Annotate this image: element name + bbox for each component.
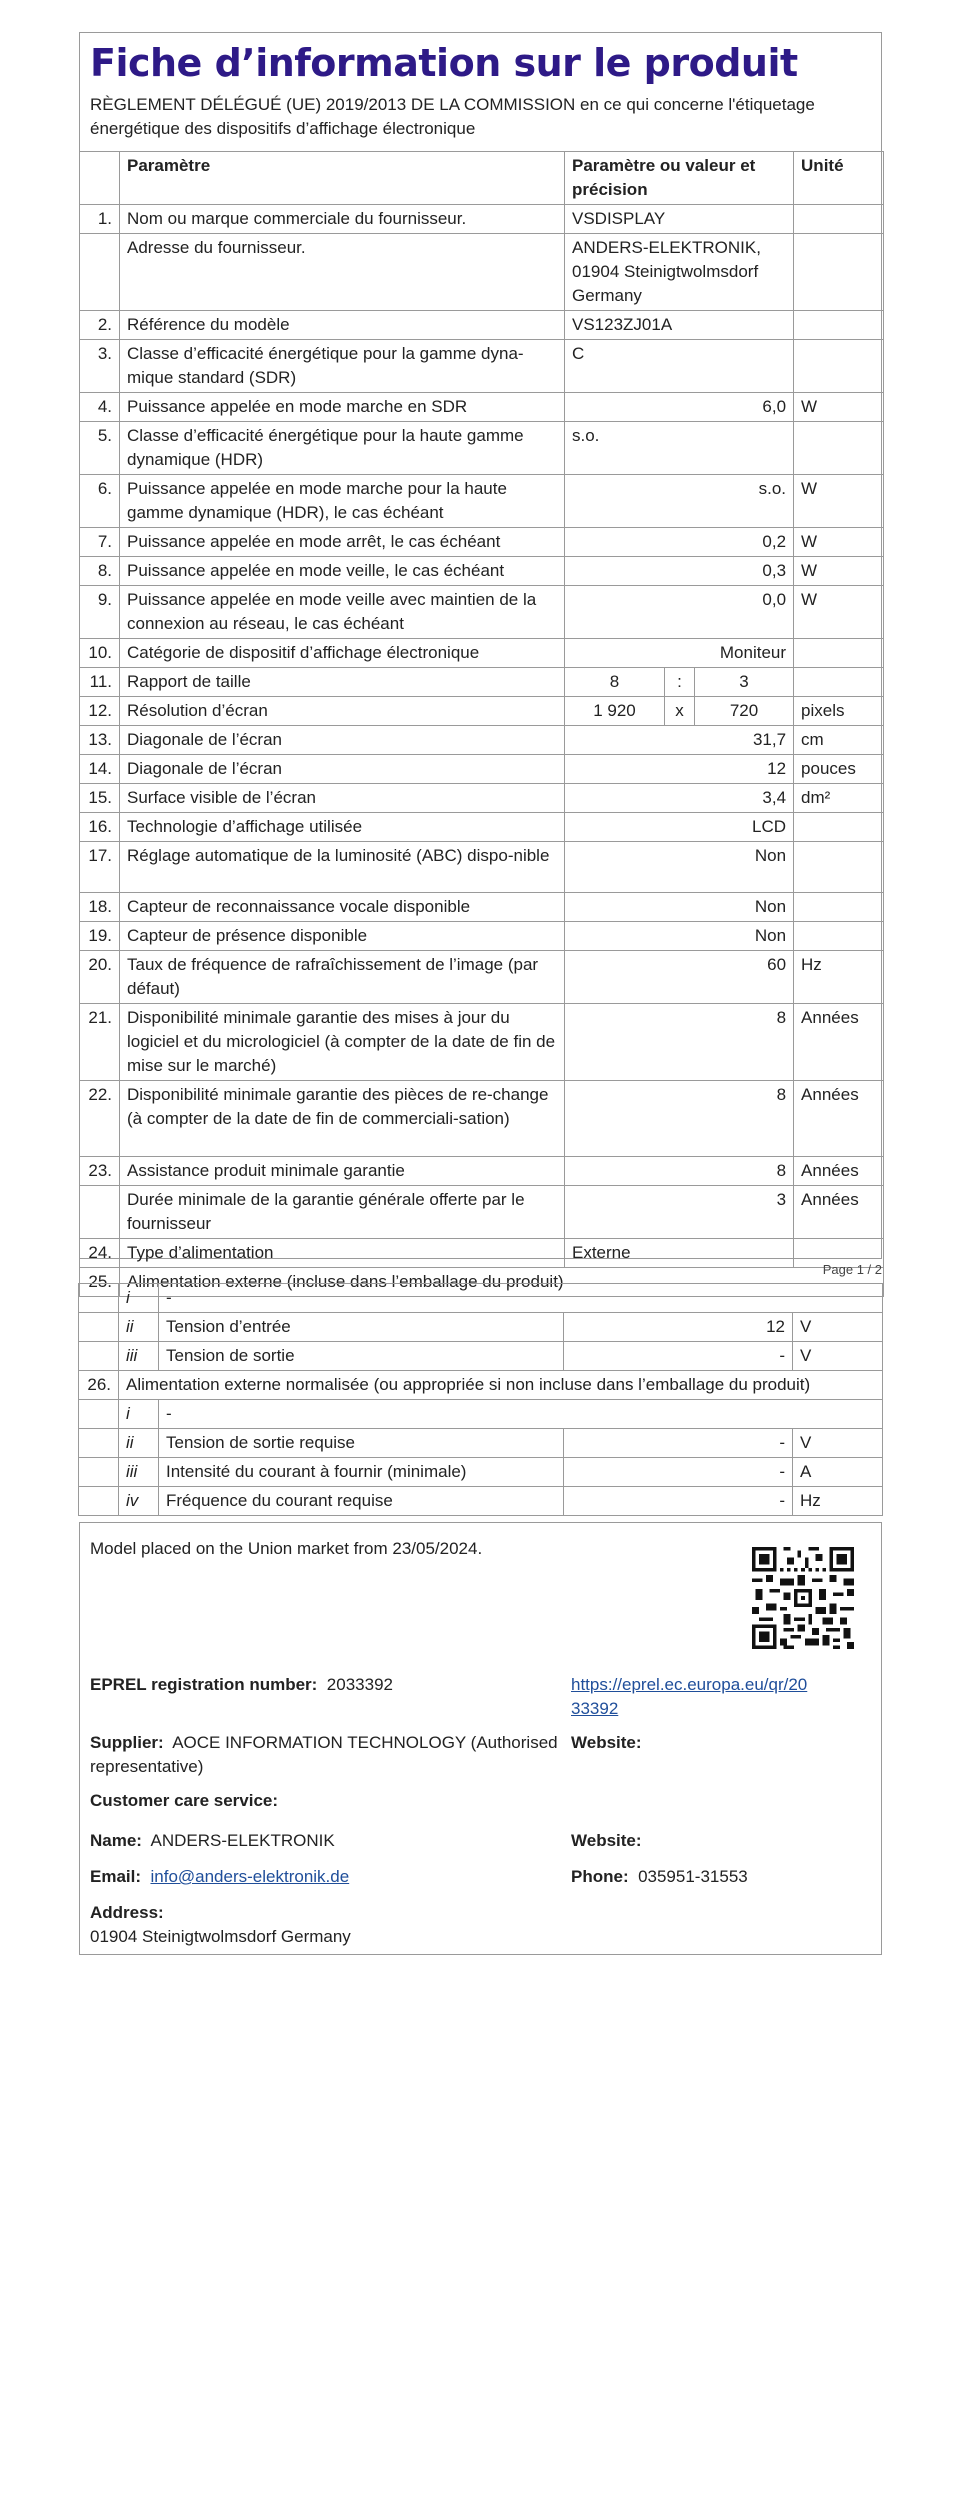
header-parameter: Paramètre (120, 152, 565, 205)
table-row: 21. Disponibilité minimale garantie des mises à jour du logiciel et du micrologiciel (à compter de la date de fin de mise sur le marché) 8 Années (80, 1004, 884, 1081)
customer-care-phone: Phone: 035951-31553 (571, 1867, 748, 1886)
table-header-row (80, 152, 884, 205)
eprel-registration-number: 2033392 (326, 1675, 393, 1694)
table-row: i - (79, 1284, 883, 1313)
table-row: i - (79, 1400, 883, 1429)
table-row: 13. Diagonale de l’écran 31,7 cm (80, 726, 884, 755)
table-row: 20. Taux de fréquence de rafraîchissement de l’image (par défaut) 60 Hz (80, 951, 884, 1004)
email-link[interactable]: info@anders-elektronik.de (150, 1867, 350, 1886)
placed-on-market-text: Model placed on the Union market from 23/05/2024. (90, 1539, 483, 1558)
customer-care-heading: Customer care service: (90, 1791, 279, 1810)
table-row: 12. Résolution d’écran 1 920 x 720 pixels (80, 697, 884, 726)
supplier-website: Website: (571, 1733, 642, 1752)
table-row: ii Tension d’entrée 12 V (79, 1313, 883, 1342)
table-row: 9. Puissance appelée en mode veille avec maintien de la connexion au réseau, le cas échéant 0,0 W (80, 586, 884, 639)
table-row: 1. Nom ou marque commerciale du fournisseur. VSDISPLAY (80, 205, 884, 234)
table-row: 5. Classe d’efficacité énergétique pour la haute gamme dynamique (HDR) s.o. (80, 422, 884, 475)
table-row: 16. Technologie d’affichage utilisée LCD (80, 813, 884, 842)
customer-care-email: Email: info@anders-elektronik.de (90, 1867, 350, 1886)
table-row: 2. Référence du modèle VS123ZJ01A (80, 311, 884, 340)
table-row: iii Intensité du courant à fournir (minimale) - A (79, 1458, 883, 1487)
table-row: Durée minimale de la garantie générale offerte par le fournisseur 3 Années (80, 1186, 884, 1239)
table-row: Adresse du fournisseur. ANDERS-ELEKTRONIK, 01904 Steinigtwolmsdorf Germany (80, 234, 884, 311)
customer-care-website: Website: (571, 1831, 642, 1850)
table-row: 4. Puissance appelée en mode marche en SDR 6,0 W (80, 393, 884, 422)
header-unit: Unité (794, 152, 884, 205)
table-row: 23. Assistance produit minimale garantie 8 Années (80, 1157, 884, 1186)
page-title: Fiche d’information sur le produit (90, 41, 798, 85)
table-row: 19. Capteur de présence disponible Non (80, 922, 884, 951)
table-row: 3. Classe d’efficacité énergétique pour la gamme dyna-mique standard (SDR) C (80, 340, 884, 393)
page-number: Page 1 / 2 (822, 1262, 882, 1277)
header-value: Paramètre ou valeur et précision (565, 152, 794, 205)
regulation-subtitle: RÈGLEMENT DÉLÉGUÉ (UE) 2019/2013 DE LA COMMISSION en ce qui concerne l'étiquetage énergétique des dispositifs d’affichage électronique (90, 95, 815, 138)
table-row: 24. Type d’alimentation Externe (80, 1239, 884, 1268)
header (80, 33, 881, 141)
table-row: 6. Puissance appelée en mode marche pour la haute gamme dynamique (HDR), le cas échéant s.o. W (80, 475, 884, 528)
table-row: 8. Puissance appelée en mode veille, le cas échéant 0,3 W (80, 557, 884, 586)
eprel-registration: EPREL registration number: 2033392 (90, 1675, 393, 1694)
customer-care-address: Address: 01904 Steinigtwolmsdorf Germany (90, 1903, 351, 1946)
table-row: 25. Alimentation externe (incluse dans l’emballage du produit) (80, 1268, 884, 1297)
customer-care-name: Name: ANDERS-ELEKTRONIK (90, 1831, 335, 1850)
table-row: iv Fréquence du courant requise - Hz (79, 1487, 883, 1516)
eprel-info-box (79, 1522, 882, 1955)
table-row: ii Tension de sortie requise - V (79, 1429, 883, 1458)
table-row: 17. Réglage automatique de la luminosité (ABC) dispo-nible Non (80, 842, 884, 893)
table-row: 18. Capteur de reconnaissance vocale disponible Non (80, 893, 884, 922)
table-row: 15. Surface visible de l’écran 3,4 dm² (80, 784, 884, 813)
table-row: 10. Catégorie de dispositif d’affichage électronique Moniteur (80, 639, 884, 668)
table-row: 26. Alimentation externe normalisée (ou appropriée si non incluse dans l’emballage du produit) (79, 1371, 883, 1400)
table-row: iii Tension de sortie - V (79, 1342, 883, 1371)
spec-table-continued (78, 1283, 883, 1516)
table-row: 22. Disponibilité minimale garantie des pièces de re-change (à compter de la date de fin de commerciali-sation) 8 Années (80, 1081, 884, 1157)
table-row: 7. Puissance appelée en mode arrêt, le cas échéant 0,2 W (80, 528, 884, 557)
table-row: 14. Diagonale de l’écran 12 pouces (80, 755, 884, 784)
table-row: 11. Rapport de taille 8 : 3 (80, 668, 884, 697)
eprel-url-link[interactable]: https://eprel.ec.europa.eu/qr/20 33392 (571, 1675, 808, 1718)
supplier-info: Supplier: AOCE INFORMATION TECHNOLOGY (Authorised representative) (90, 1733, 558, 1776)
spec-table (79, 151, 884, 1297)
qr-code-icon[interactable] (752, 1547, 854, 1649)
